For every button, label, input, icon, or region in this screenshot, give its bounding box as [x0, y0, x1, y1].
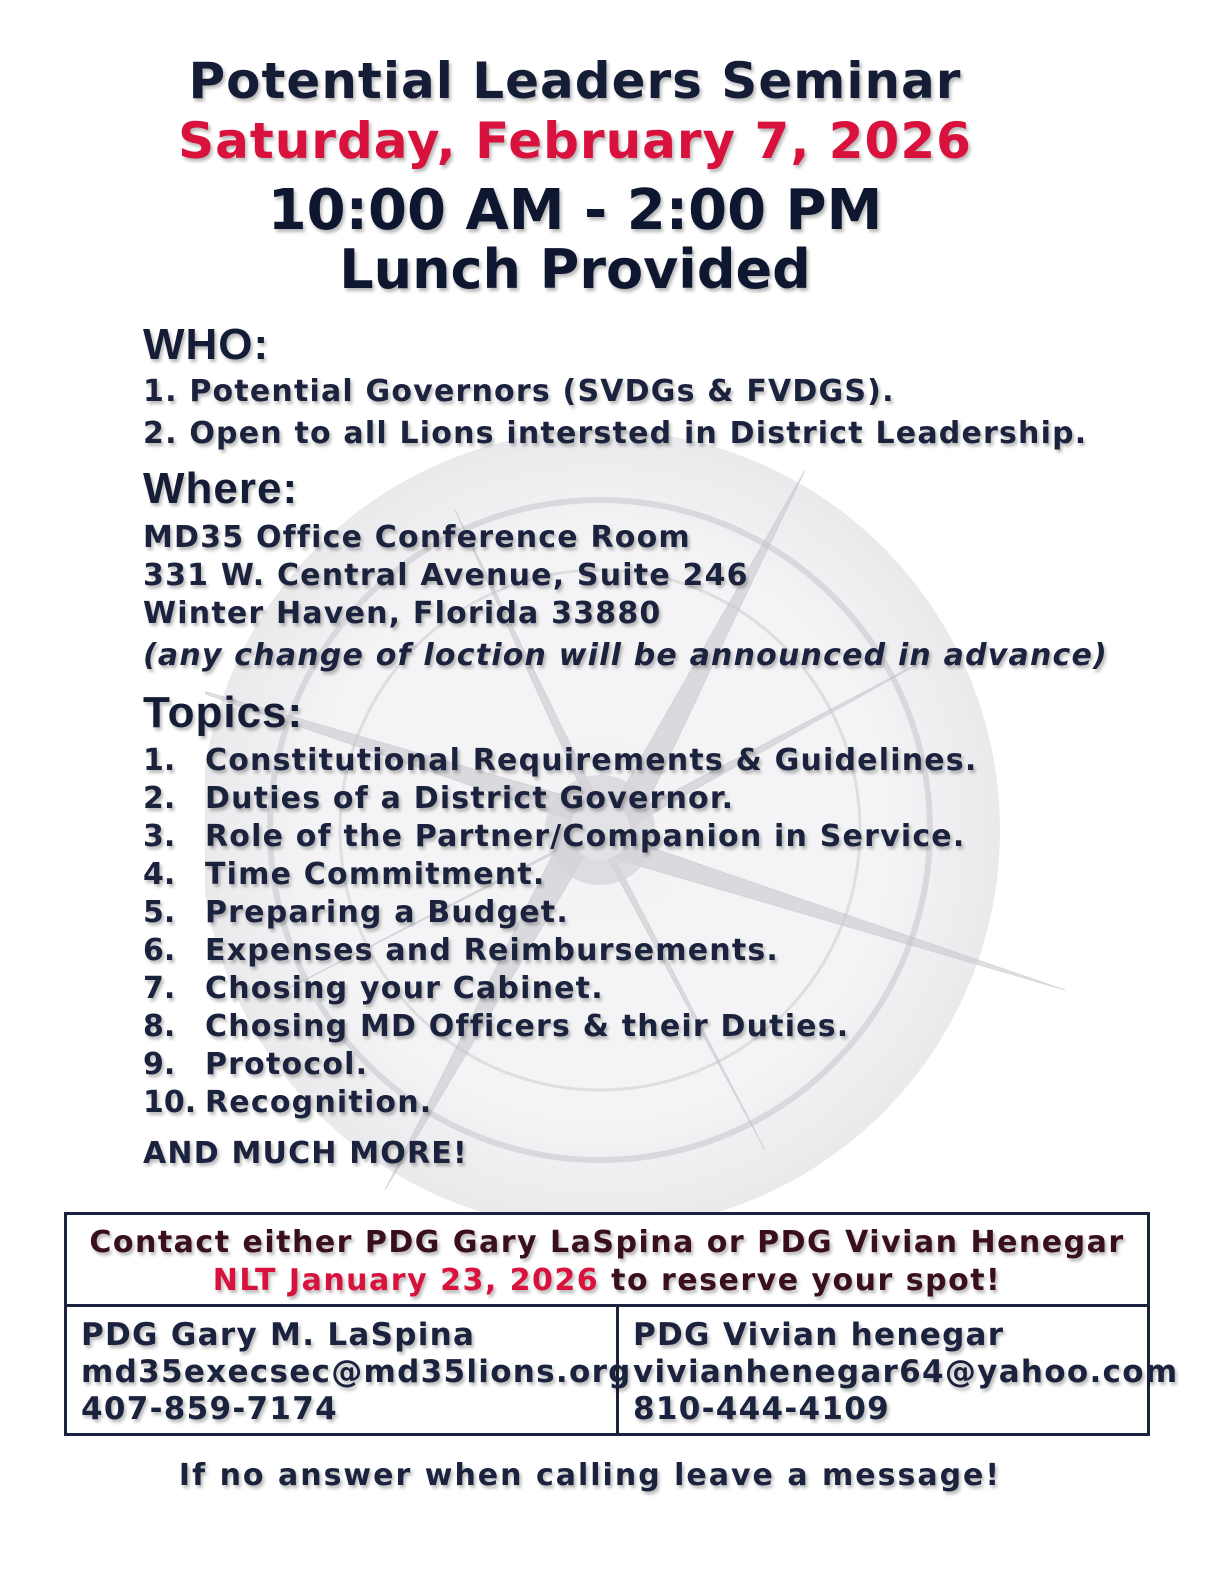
contact-email-link[interactable]: vivianhenegar64@yahoo.com [633, 1354, 1179, 1390]
who-heading: WHO: [143, 320, 270, 369]
topics-heading: Topics: [143, 688, 304, 737]
where-note: (any change of loction will be announced in advance) [143, 638, 1108, 673]
contact-phone[interactable]: 810-444-4109 [633, 1391, 891, 1427]
and-much-more: AND MUCH MORE! [143, 1136, 468, 1171]
contact-email-link[interactable]: md35execsec@md35lions.org [81, 1354, 632, 1390]
seminar-date: Saturday, February 7, 2026 [178, 112, 972, 170]
topic-number: 9. [143, 1047, 176, 1082]
topic-number: 8. [143, 1009, 176, 1044]
where-city: Winter Haven, Florida 33880 [143, 596, 662, 631]
topic-number: 2. [143, 781, 176, 816]
rsvp-suffix: to reserve your spot! [599, 1263, 1002, 1298]
rsvp-deadline: NLT January 23, 2026 [212, 1263, 600, 1298]
who-item: 1. Potential Governors (SVDGs & FVDGS). [143, 374, 895, 409]
topic-text: Chosing your Cabinet. [205, 971, 604, 1006]
contact-intro: Contact either PDG Gary LaSpina or PDG Vivian Henegar [89, 1225, 1125, 1260]
contact-box [64, 1212, 1179, 1436]
contact-name: PDG Gary M. LaSpina [81, 1317, 476, 1353]
topic-number: 1. [143, 743, 176, 778]
lunch-note: Lunch Provided [339, 238, 811, 301]
topic-number: 7. [143, 971, 176, 1006]
topic-number: 5. [143, 895, 176, 930]
contact-right [619, 1307, 1179, 1436]
topic-text: Preparing a Budget. [205, 895, 569, 930]
contact-header [67, 1215, 1147, 1307]
topic-text: Time Commitment. [205, 857, 546, 892]
where-venue: MD35 Office Conference Room [143, 520, 691, 555]
topic-text: Recognition. [205, 1085, 433, 1120]
topic-text: Protocol. [205, 1047, 369, 1082]
contact-name: PDG Vivian henegar [633, 1317, 1005, 1353]
seminar-title: Potential Leaders Seminar [188, 52, 962, 110]
topic-number: 6. [143, 933, 176, 968]
topic-text: Duties of a District Governor. [205, 781, 735, 816]
seminar-time: 10:00 AM - 2:00 PM [267, 178, 883, 243]
where-street: 331 W. Central Avenue, Suite 246 [143, 558, 749, 593]
who-item: 2. Open to all Lions intersted in District Leadership. [143, 416, 1088, 451]
topic-text: Expenses and Reimbursements. [205, 933, 780, 968]
topic-number: 10. [143, 1085, 197, 1120]
topic-text: Constitutional Requirements & Guidelines. [205, 743, 978, 778]
contact-left [67, 1307, 632, 1436]
topic-text: Role of the Partner/Companion in Service. [205, 819, 966, 854]
topic-number: 4. [143, 857, 176, 892]
topic-text: Chosing MD Officers & their Duties. [205, 1009, 850, 1044]
topic-number: 3. [143, 819, 176, 854]
where-heading: Where: [143, 464, 299, 513]
footer-message: If no answer when calling leave a message! [178, 1458, 1002, 1493]
contact-deadline-line [67, 1263, 1147, 1298]
contact-phone[interactable]: 407-859-7174 [81, 1391, 339, 1427]
